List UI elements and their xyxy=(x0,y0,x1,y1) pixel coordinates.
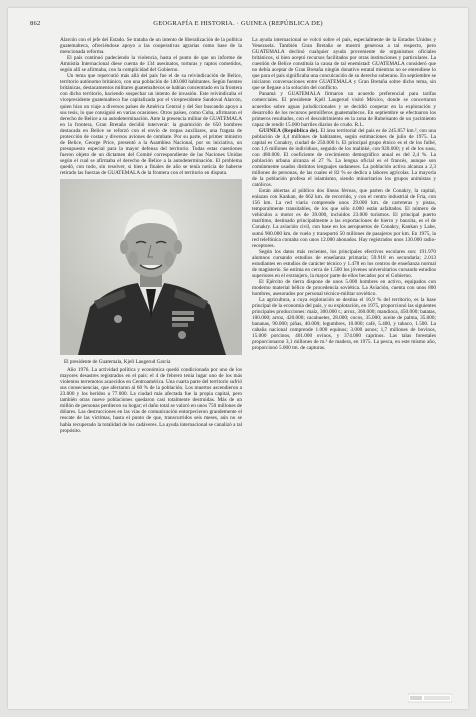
photo-caption: El presidente de Guatemala, Kjell Laugerud García xyxy=(64,359,171,366)
left-column xyxy=(60,37,242,434)
paragraph: La agricultura, a cuya explotación se destina el 16,9 % del territorio, es la base principal de la economía del país, y su explotación, en 1975, proporcionó las siguientes principales producciones: maíz, 300.000 t.; arroz, 360.000; mandioca, 450.000; batatas, 100.000; arroz, 420.000; cacahuetes, 28.000; cocos, 35.000; aceite de palma, 35.000; bananas, 90.000; piñas, 40.000; legumbres, 10.000; café, 5.400, y tabaco, 1.500. La cabaña nacional comprende 1.000 equinos; 3.000 asnos; 1,7 millones de bovinos, 15.000 porcinos, 401.000 ovinos, y 374.000 caprinos. Las talas forestales proporcionaron 3,1 millones de m.³ de madera, en 1975. La pesca, en este mismo año, proporcionó 5.000 tm. de capturas. xyxy=(252,297,436,352)
entry-heading: GUINEA (República de). xyxy=(259,127,319,134)
paragraph: Año 1976. La actividad política y económica quedó condicionada por uno de los mayores desastres registrados en el país: el 4 de febrero tenía lugar uno de los más violentos terremotos acaecidos en Centroamérica. Una cuarta parte del territorio sufrió sus consecuencias, que afectaron al 60 % de la población. Los muertos ascendieron a 23.000 y los heridos a 77.000. La ciudad más afectada fue la propia capital, pero también otras nueve poblaciones quedaron casi totalmente destruidas. Más de un millón de personas perdieron su hogar; el daño total se valoró en unos 750 millones de dólares. Las destrucciones en las vías de comunicación entorpecieron grandemente el rescate de las víctimas, hasta el punto de que, transcurridos seis meses, aún no se había recuperado la totalidad de los cadáveres. La ayuda internacional se canalizó a tal propósito. xyxy=(60,367,242,434)
page-number: 862 xyxy=(30,20,41,27)
paragraph: La ayuda internacional se volcó sobre el país, especialmente de la Estados Unidos y Venezuela. También Gran Bretaña se mostró generosa a tal respecto, pero GUATEMALA declinó cualquier ayuda proveniente de organismos oficiales británicos, si bien aceptó recursos facilitados por otras instituciones y particulares. La cuestión de Belice constituía la causa de tal enemistad: GUATEMALA consideró que no debía aceptar de Gran Bretaña ningún donativo estatal mientras no se entendiese lo que para el país significaba una conculcación de su derecho soberano. En septiembre se iniciaron conversaciones entre GUATEMALA y Gran Bretaña sobre dicho tema, sin que se llegase a la solución del conflicto. xyxy=(252,37,436,92)
paragraph: Panamá y GUATEMALA firmaron un acuerdo preferencial para tarifas comerciales. El presidente Kjell Laugerud visitó México, donde se concertaron acuerdos sobre aguas jurisdiccionales y se decidió cooperar en la exploración y desarrollo de los recursos petrolíferos guatemaltecos. En septiembre se efectuaron los primeros resultados, con el descubrimiento en la zona de Rubelsanto de un yacimiento capaz de rendir 15.000 barriles diarios de crudo. R.L. xyxy=(252,91,436,128)
corner-watermark-icon xyxy=(408,693,452,703)
paragraph: Alarcón con el jefe del Estado. Se trataba de un intento de liberalización de la política guatemalteca, ofreciéndose apoyo a las cooperativas agrarias como base de la mencionada reforma. xyxy=(60,37,242,56)
entry-intro-text: El área territorial del país es de 245.857 km.², con una población de 4,4 millones de habitantes, según estimaciones de julio de 1975. La capital es Conakry, ciudad de 250.000 h. El principal grupo étnico es el de los fulbé, con 1,6 millones de individuos, seguido de los malinké, con 920.000; y el de los susu, con 480.000. El coeficiente de crecimiento demográfico anual es del 2,4 %. La población urbana alcanza el 27 %. La lengua oficial es el francés, aunque son comúnmente usados distintos lenguajes sudaneses. La población activa alcanza a 2,3 millones de personas, de las cuales el 82 % se dedica a labores agrícolas. La mayoría de la población profesa el islamismo, siendo minoritarios los grupos animistas y católicos. xyxy=(252,127,437,189)
entry-paragraph-first xyxy=(252,128,436,188)
paragraph: El Ejército de tierra dispone de unos 5.000 hombres en activo, equipados con moderno material bélico de procedencia soviética. La Aviación, cuenta con unos 800 hombres, asesorados por personal técnico-militar soviético. xyxy=(252,278,436,297)
paragraph: Un tema que repercutió más allá del país fue el de su reivindicación de Belice, territorio autónomo británico, con una población de 140.000 habitantes. Según fuentes británicas, destacamentos militares guatemaltecos se habían concentrado en la frontera con dicho territorio, haciendo sospechar un intento de invasión. Este reivindicaba el vicepresidente guatemalteco fue capitalizada por el vicepresidente Sandoval Alarcón, quien hizo un viaje a diversos países de América Central y del Sur buscando apoyo a sus tesis, lo que consiguió en varias ocasiones. Otros países, como Cuba, afirmaron el derecho de Belice a su autodeterminación. Ante la presencia militar de GUATEMALA en la frontera, Gran Bretaña decidió intervenir: la guarnición de 650 hombres destacada en Belice se reforzó con el envío de tropas auxiliares, una fragata de protección de costas y diversos aviones de combate. Por su parte, el primer ministro de Belice, George Price, presentó a la Asamblea Nacional, por su iniciativa, un presupuesto especial para la mayor defensa del territorio. Todas estas cuestiones fueron objeto de un dictamen del Comité correspondiente de las Naciones Unidas según el cual se afirmaba el derecho de Belice a la autodeterminación. El problema quedó, con todo, sin resolver, si bien a finales de año se tenía noticia de haberse retirado las fuerzas de GUATEMALA de la frontera con el territorio en disputa. xyxy=(60,73,242,177)
document-page xyxy=(8,8,468,709)
portrait-illustration xyxy=(60,179,242,355)
president-photo xyxy=(60,179,242,355)
paragraph: Según los datos más recientes, los principales efectivos escolares son: 191.970 alumnos cursando estudios de enseñanza primaria; 59.918 en secundaria; 2.013 estudiantes en estudios de carácter técnico y 1.478 en los centros de enseñanza normal de magisterio. Se estima en cerca de 1.500 los jóvenes universitarios cursando estudios superiores en el extranjero, la mayor parte de ellos becados por el Gobierno. xyxy=(252,248,436,279)
page-header xyxy=(18,20,458,32)
paragraph: Están abiertas al público dos líneas férreas, que parten de Conakry, la capital, enlazan con Kankan, de 662 km. de recorrido, y con el centro industrial de Fria, con 156 km. La red viaria comprende unos 29.000 km. de carreteras y pistas, temporalmente transitables, de los que sólo 4.000 están asfaltados. El número de vehículos a motor es de 39.000, incluidos 23.000 turismos. El principal puerto marítimo, destinado principalmente a las exportaciones de hierro y bauxita, es el de Conakry. La aviación civil, con base en los aeropuertos de Conakry, Kankan y Labe, sumó 900.000 km. de vuelo y transportó 50 millones de pasajeros por km. En 1975, la red telefónica contaba con unos 12.000 abonados. Hay registrados unos 130.000 radio-receptores. xyxy=(252,188,436,249)
paragraph: El país continuó padeciendo la violencia, hasta el punto de que un informe de Amnistía Internacional diese cuenta de 134 asesinatos, torturas y raptos cometidos, según allí se afirmaba, con la complicidad del Gobierno. xyxy=(60,55,242,74)
figure xyxy=(60,179,242,365)
running-title: GEOGRAFÍA E HISTORIA. · GUINEA (REPÚBLICA DE) xyxy=(153,20,323,27)
right-column xyxy=(252,37,436,351)
